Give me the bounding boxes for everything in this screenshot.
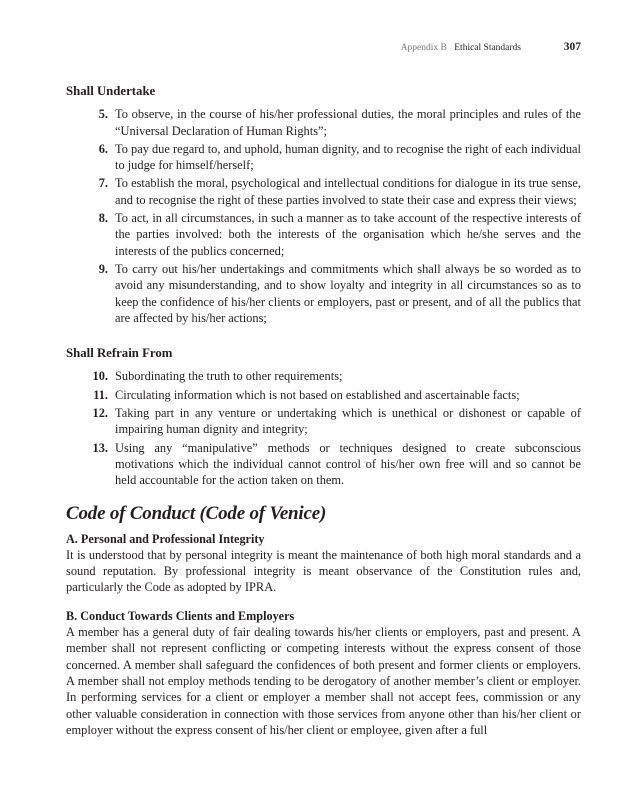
integrity-paragraph: It is understood that by personal integrity is meant the maintenance of both high moral standards and a sound reputation. By professional integrity is meant observance of the Constitution rules and, particularly the Code as adopted by IPRA. [66, 547, 581, 595]
item-number: 5. [98, 107, 108, 122]
shall-undertake-list [66, 106, 581, 326]
item-text: Circulating information which is not based on established and ascertainable facts; [115, 387, 520, 402]
list-item [66, 405, 581, 438]
item-number: 11. [93, 387, 108, 402]
item-text: To act, in all circumstances, in such a manner as to take account of the respective interests of the parties involved: both the interests of the organisation which he/she serves and the interests of the publics concerned; [115, 211, 581, 258]
item-text: To pay due regard to, and uphold, human dignity, and to recognise the right of each individual to judge for himself/herself; [115, 141, 581, 173]
item-number: 7. [98, 176, 108, 191]
clients-employers-paragraph: A member has a general duty of fair dealing towards his/her clients or employers, past and present. A member shall not represent conflicting or competing interests without the express consent of those concerned. A member shall safeguard the confidences of both present and former clients or employers. A member shall not employ methods tending to be derogatory of another member’s client or employer. In performing services for a client or employer a member shall not accept fees, commission or any other valuable consideration in connection with those services from anyone other than his/her client or employer without the express consent of his/her client or employee, given after a full [66, 625, 581, 737]
item-number: 13. [92, 440, 108, 455]
item-number: 12. [92, 406, 108, 421]
list-item [66, 141, 581, 174]
item-number: 8. [98, 211, 108, 226]
shall-undertake-heading: Shall Undertake [66, 84, 156, 98]
list-item [66, 210, 581, 259]
running-header-label [401, 43, 521, 53]
list-item [66, 175, 581, 208]
shall-refrain-list [66, 368, 581, 488]
item-number: 6. [98, 141, 108, 156]
running-header [66, 40, 581, 56]
list-item [66, 368, 581, 384]
integrity-heading: A. Personal and Professional Integrity [66, 531, 265, 546]
page-number: 307 [563, 41, 581, 53]
list-item [66, 440, 581, 489]
appendix-label: Appendix B [400, 43, 447, 53]
list-item [66, 387, 581, 403]
shall-refrain-heading: Shall Refrain From [66, 346, 173, 361]
clients-employers-heading: B. Conduct Towards Clients and Employers [66, 608, 295, 623]
item-text: Using any “manipulative” methods or techniques designed to create subconscious motivations which the individual cannot control of his/her own free will and so cannot be held accountable for the action taken on them. [115, 440, 581, 488]
section-title: Ethical Standards [454, 43, 521, 53]
list-item [66, 106, 581, 139]
item-text: To establish the moral, psychological and intellectual conditions for dialogue in its true sense, and to recognise the right of these parties involved to state their case and express their views; [115, 176, 581, 207]
item-text: Taking part in any venture or undertaking which is unethical or dishonest or capable of impairing human dignity and integrity; [115, 406, 581, 437]
item-text: To observe, in the course of his/her professional duties, the moral principles and rules of the “Universal Declaration of Human Rights”; [115, 107, 581, 138]
code-of-conduct-title: Code of Conduct (Code of Venice) [66, 502, 327, 524]
page-body [66, 83, 581, 750]
item-number: 9. [98, 261, 108, 276]
item-text: To carry out his/her undertakings and commitments which shall always be so worded as to avoid any misunderstanding, and to show loyalty and integrity in all circumstances so as to keep the confidence of his/her clients or employers, past or present, and of all the publics that are affected by his/her actions; [115, 261, 581, 325]
list-item [66, 261, 581, 326]
item-number: 10. [92, 369, 108, 384]
item-text: Subordinating the truth to other requirements; [115, 369, 343, 384]
